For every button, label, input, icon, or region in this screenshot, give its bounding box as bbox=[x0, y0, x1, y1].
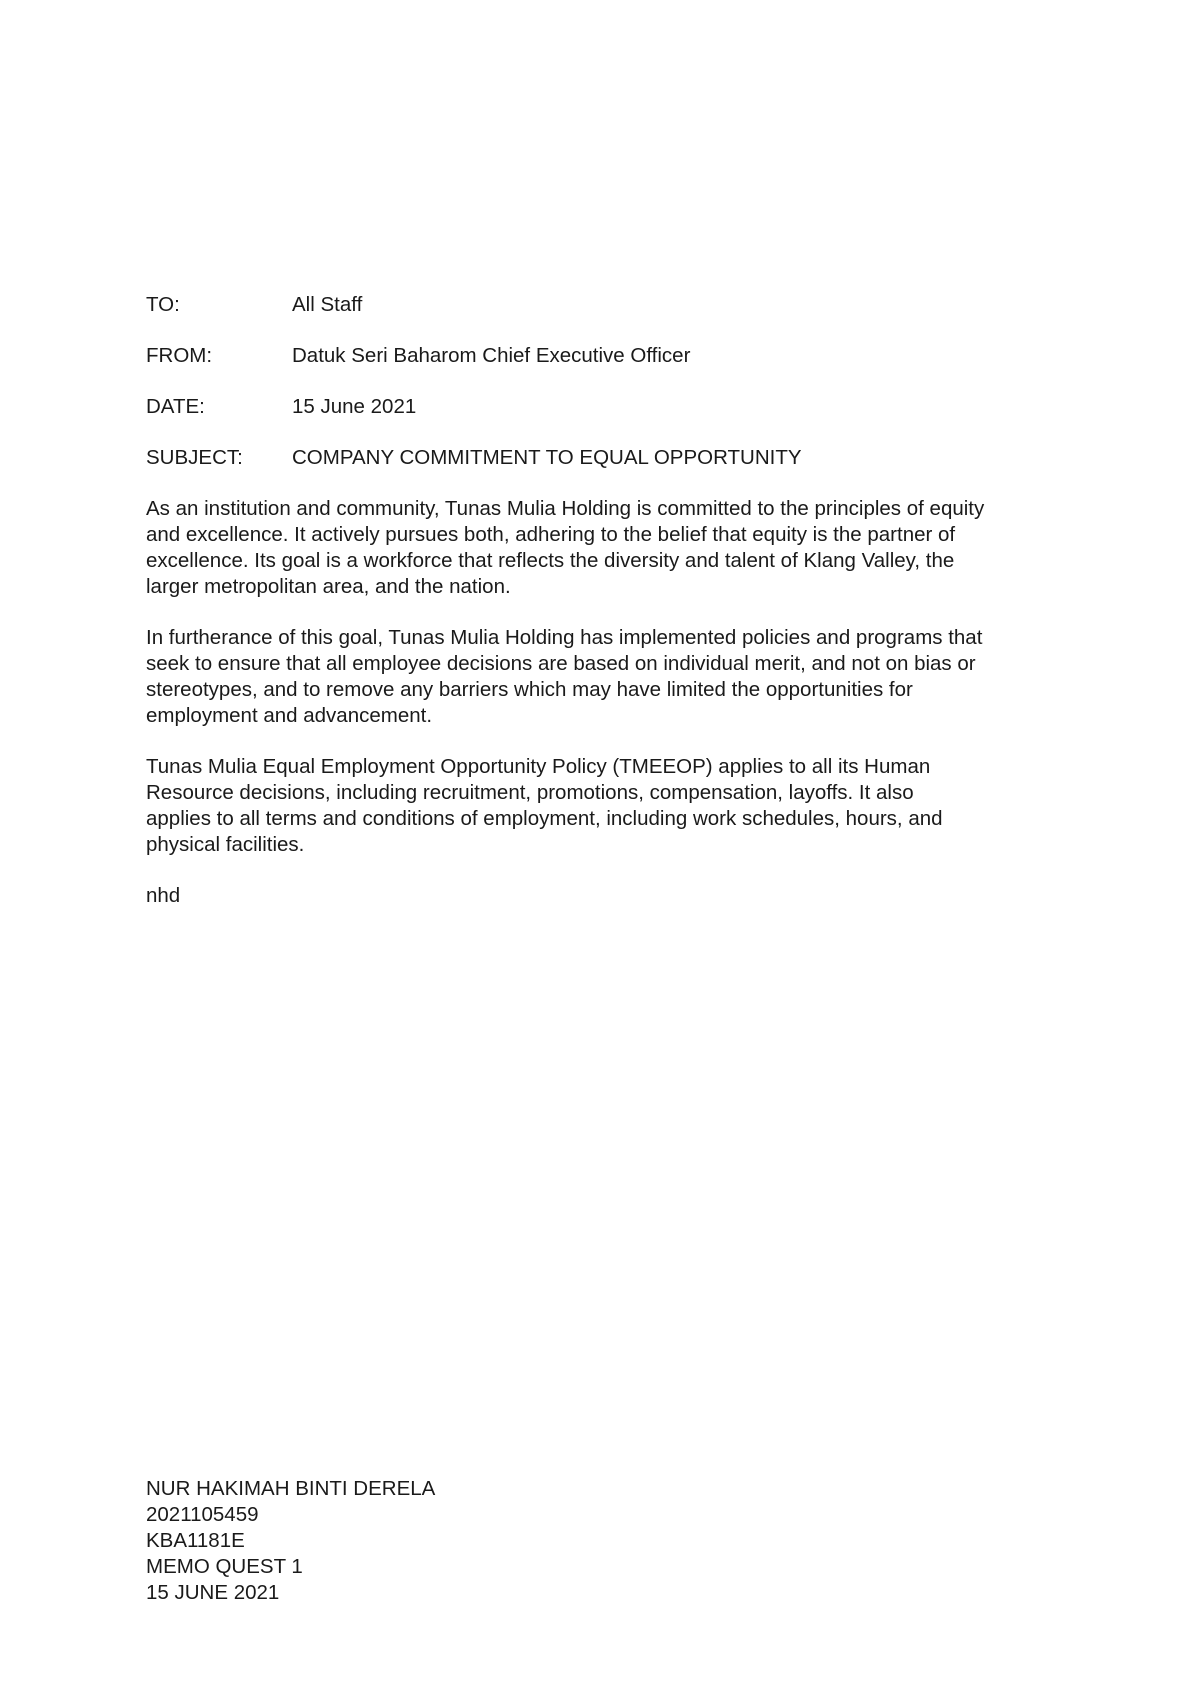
typist-initials: nhd bbox=[146, 884, 181, 907]
class-code: KBA1181E bbox=[146, 1529, 245, 1552]
student-id: 2021105459 bbox=[146, 1503, 259, 1526]
author-footer bbox=[146, 1476, 746, 1606]
body-paragraph: Tunas Mulia Equal Employment Opportunity Policy (TMEEOP) applies to all its Human Resource decisions, including recruitment, promotions, compensation, layoffs. It also applies to all terms and conditions of employment, including work schedules, hours, and physical facilities. bbox=[146, 755, 943, 856]
body-paragraph: In furtherance of this goal, Tunas Mulia Holding has implemented policies and programs that seek to ensure that all employee decisions are based on individual merit, and not on bias or stereotypes, and to remove any barriers which may have limited the opportunities for employment and advancement. bbox=[146, 626, 983, 727]
body-paragraph: As an institution and community, Tunas Mulia Holding is committed to the principles of equity and excellence. It actively pursues both, adhering to the belief that equity is the partner of excellence. Its goal is a workforce that reflects the diversity and talent of Klang Valley, the larger metropolitan area, and the nation. bbox=[146, 497, 985, 598]
assignment-title: MEMO QUEST 1 bbox=[146, 1555, 303, 1578]
subject-value: COMPANY COMMITMENT TO EQUAL OPPORTUNITY bbox=[292, 446, 802, 469]
memo-header bbox=[146, 292, 1066, 496]
memo-body bbox=[146, 496, 1066, 909]
subject-label: SUBJECT: bbox=[146, 446, 243, 469]
to-label: TO: bbox=[146, 293, 180, 316]
footer-date: 15 JUNE 2021 bbox=[146, 1581, 280, 1604]
date-value: 15 June 2021 bbox=[292, 395, 417, 418]
date-label: DATE: bbox=[146, 395, 205, 418]
from-row bbox=[146, 343, 1066, 369]
from-value: Datuk Seri Baharom Chief Executive Officer bbox=[292, 344, 691, 367]
to-value: All Staff bbox=[292, 293, 363, 316]
from-label: FROM: bbox=[146, 344, 213, 367]
author-name: NUR HAKIMAH BINTI DERELA bbox=[146, 1477, 436, 1500]
to-row bbox=[146, 292, 1066, 318]
date-row bbox=[146, 394, 1066, 420]
subject-row bbox=[146, 445, 1066, 471]
